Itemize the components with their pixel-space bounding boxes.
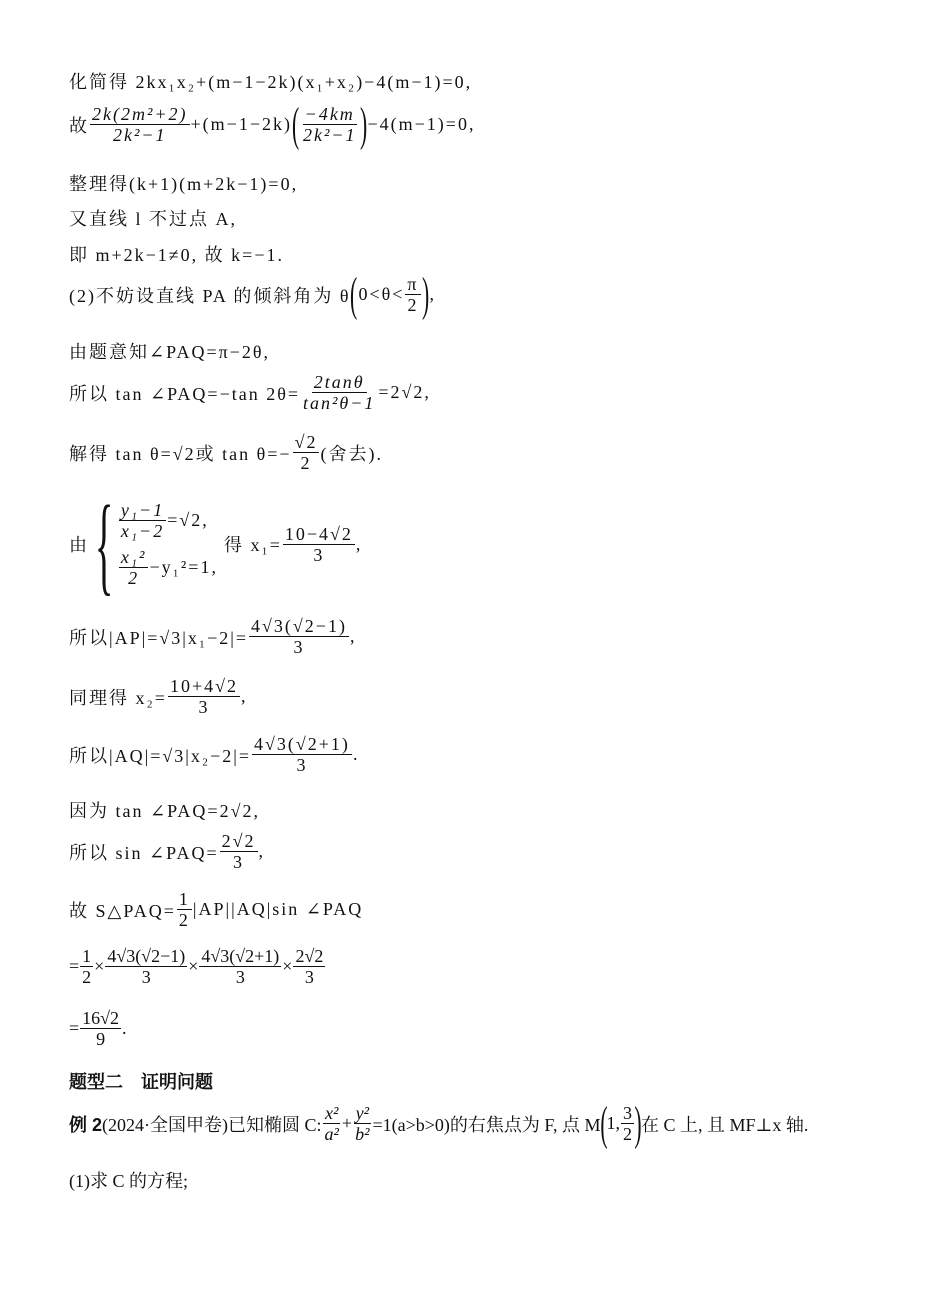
fraction: $\frac{1}{2}$ <box>178 889 190 930</box>
line-x2: 同理得 x₂= $\frac{10+4√2}{3}$ , <box>69 676 248 717</box>
line-sin: 所以 sin ∠PAQ= $\frac{2√2}{3}$ , <box>69 831 265 872</box>
fraction: $\frac{10+4√2}{3}$ <box>169 676 238 717</box>
line-area-product: = $\frac{1}{2}$ × $\frac{4√3(√2-1)}{3}$ × $\frac{4√3(√2+1)}{3}$ × $\frac{2√2}{3}$ <box>69 946 324 987</box>
section-heading: 题型二 证明问题 <box>69 1072 213 1092</box>
fraction: $\frac{4√3(√2-1)}{3}$ <box>107 946 186 987</box>
line-ap: 所以|AP|=√3|x₁−2|= $\frac{4√3(√2-1)}{3}$ , <box>69 616 357 657</box>
fraction: $\frac{\text{x²}}{\text{a²}}$ <box>324 1103 339 1144</box>
fraction: $\frac{4√3(√2+1)}{3}$ <box>201 946 280 987</box>
fraction: $\frac{2√2}{3}$ <box>221 831 256 872</box>
example-2-statement: 例 2 (2024·全国甲卷)已知椭圆 C: $\frac{\text{x²}}{\text{a²}}$ + $\frac{\text{y²}}{\text{b²}}$ =1(a>b>0)的右焦点为 F, 点 M ( 1, $\frac{3}{2}$ ) 在 C 上, 且 MF⊥x 轴. <box>69 1096 809 1150</box>
fraction: $\frac{1}{2}$ <box>82 946 92 987</box>
fraction: $\frac{\text{y²}}{\text{b²}}$ <box>355 1103 370 1144</box>
line-factor: 整理得(k+1)(m+2k−1)=0, <box>69 174 299 194</box>
line-k-value: 即 m+2k−1≠0, 故 k=−1. <box>69 245 284 265</box>
fraction: $\frac{10-4√2}{3}$ <box>284 523 353 565</box>
fraction: $\frac{-4km}{\text{2k²−1}}$ <box>302 104 357 145</box>
line-substitute: 故 $\frac{\text{2k(2m²+2)}}{\text{2k²−1}}$ +(m−1−2k) ( $\frac{-4km}{\text{2k²−1}}$ ) −4(m−1)=0, <box>69 97 476 151</box>
line-tan: 所以 tan ∠PAQ=−tan 2θ= $\frac{2\tan\theta}{\text{tan²θ−1}}$ =2√2, <box>69 372 431 413</box>
fraction: $\frac{√2}{2}$ <box>294 432 318 473</box>
fraction: $\frac{4√3(√2-1)}{3}$ <box>251 616 347 657</box>
fraction: $\frac{2√2}{3}$ <box>295 946 324 987</box>
equation-system: $\frac{\text{y₁−1}}{\text{x₁−2}}$ =√2, $\frac{\text{x₁²}}{2}$ −y₁²=1, <box>120 500 218 588</box>
fraction: $\frac{2\tan\theta}{\text{tan²θ−1}}$ <box>303 372 376 413</box>
line-solve-tan: 解得 tan θ=√2或 tan θ=− $\frac{√2}{2}$ (舍去). <box>69 432 383 473</box>
fraction: $\frac{\text{y₁−1}}{\text{x₁−2}}$ <box>120 500 165 541</box>
line-aq: 所以|AQ|=√3|x₂−2|= $\frac{4√3(√2+1)}{3}$ . <box>69 734 360 775</box>
line-system: 由 { $\frac{\text{y₁−1}}{\text{x₁−2}}$ =√2, $\frac{\text{x₁²}}{2}$ −y₁²=1, 得 x₁= $\frac{10-4√2}{3}$ , <box>69 483 363 605</box>
fraction: $\frac{16√2}{9}$ <box>82 1008 120 1049</box>
line-area-result: = $\frac{16√2}{9}$ . <box>69 1008 127 1049</box>
line-tan-value: 因为 tan ∠PAQ=2√2, <box>69 801 260 821</box>
line-simplify: 化简得 2kx₁x₂+(m−1−2k)(x₁+x₂)−4(m−1)=0, <box>69 72 473 92</box>
fraction: $\frac{\text{2k(2m²+2)}}{\text{2k²−1}}$ <box>92 104 188 145</box>
fraction: $\frac{\text{x₁²}}{2}$ <box>120 547 147 588</box>
fraction: $\frac{4√3(√2+1)}{3}$ <box>254 734 350 775</box>
fraction: $\frac{\pi}{2}$ <box>407 274 419 315</box>
line-angle: 由题意知∠PAQ=π−2θ, <box>69 342 270 362</box>
line-area: 故 S△PAQ= $\frac{1}{2}$ |AP||AQ|sin ∠PAQ <box>69 889 364 930</box>
question-1: (1)求 C 的方程; <box>69 1171 188 1191</box>
fraction: $\frac{3}{2}$ <box>622 1103 632 1144</box>
line-not-through-a: 又直线 l 不过点 A, <box>69 209 237 229</box>
line-part2-setup: (2)不妨设直线 PA 的倾斜角为 θ ( 0<θ< $\frac{\pi}{2}$ ) , <box>69 267 436 321</box>
